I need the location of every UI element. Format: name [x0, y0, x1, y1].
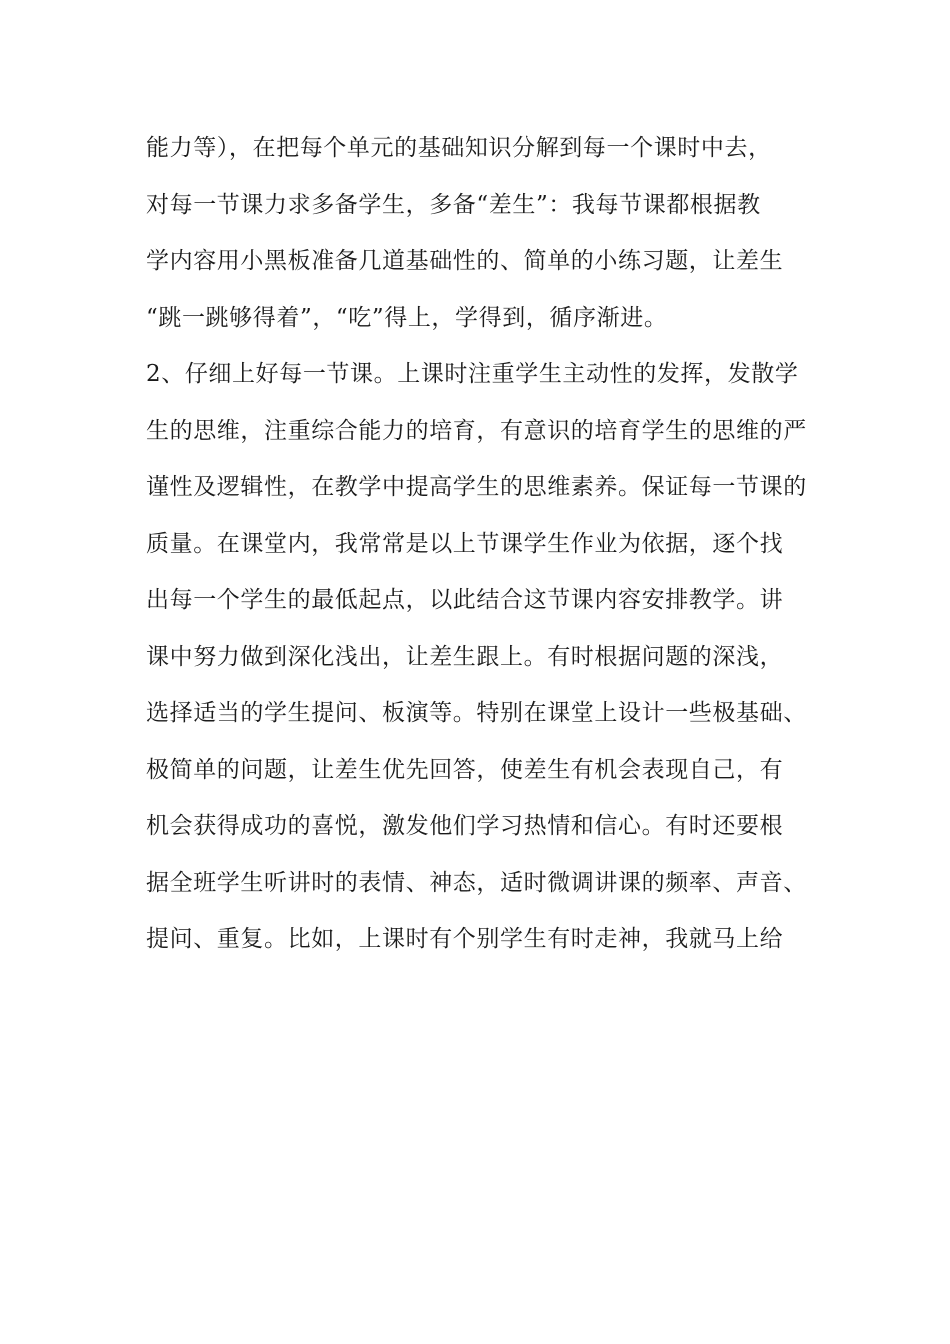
text-line: 能力等），在把每个单元的基础知识分解到每一个课时中去， [146, 135, 772, 161]
text-line: 生的思维，注重综合能力的培育，有意识的培育学生的思维的严 [146, 417, 807, 444]
text-line: 出每一个学生的最低起点，以此结合这节课内容安排教学。讲 [146, 587, 784, 613]
text-line: 谨性及逻辑性，在教学中提高学生的思维素养。保证每一节课的 [146, 474, 807, 500]
text-line: 学内容用小黑板准备几道基础性的、简单的小练习题，让差生 [146, 248, 784, 274]
text-line: 对每一节课力求多备学生，多备“差生”：我每节课都根据教 [146, 191, 761, 218]
text-line: 选择适当的学生提问、板演等。特别在课堂上设计一些极基础、 [146, 700, 807, 726]
text-line: 极简单的问题，让差生优先回答，使差生有机会表现自己，有 [146, 756, 784, 783]
text-line: 提问、重复。比如，上课时有个别学生有时走神，我就马上给 [146, 926, 784, 952]
text-line: 机会获得成功的喜悦，激发他们学习热情和信心。有时还要根 [146, 813, 784, 839]
text-line: 质量。在课堂内，我常常是以上节课学生作业为依据，逐个找 [146, 530, 784, 557]
text-line: “跳一跳够得着”，“吃”得上，学得到，循序渐进。 [146, 304, 668, 331]
text-line: 2、仔细上好每一节课。上课时注重学生主动性的发挥，发散学 [146, 361, 799, 387]
text-line: 据全班学生听讲时的表情、神态，适时微调讲课的频率、声音、 [146, 869, 807, 896]
text-line: 课中努力做到深化浅出，让差生跟上。有时根据问题的深浅， [146, 643, 784, 670]
body-text [146, 128, 826, 976]
